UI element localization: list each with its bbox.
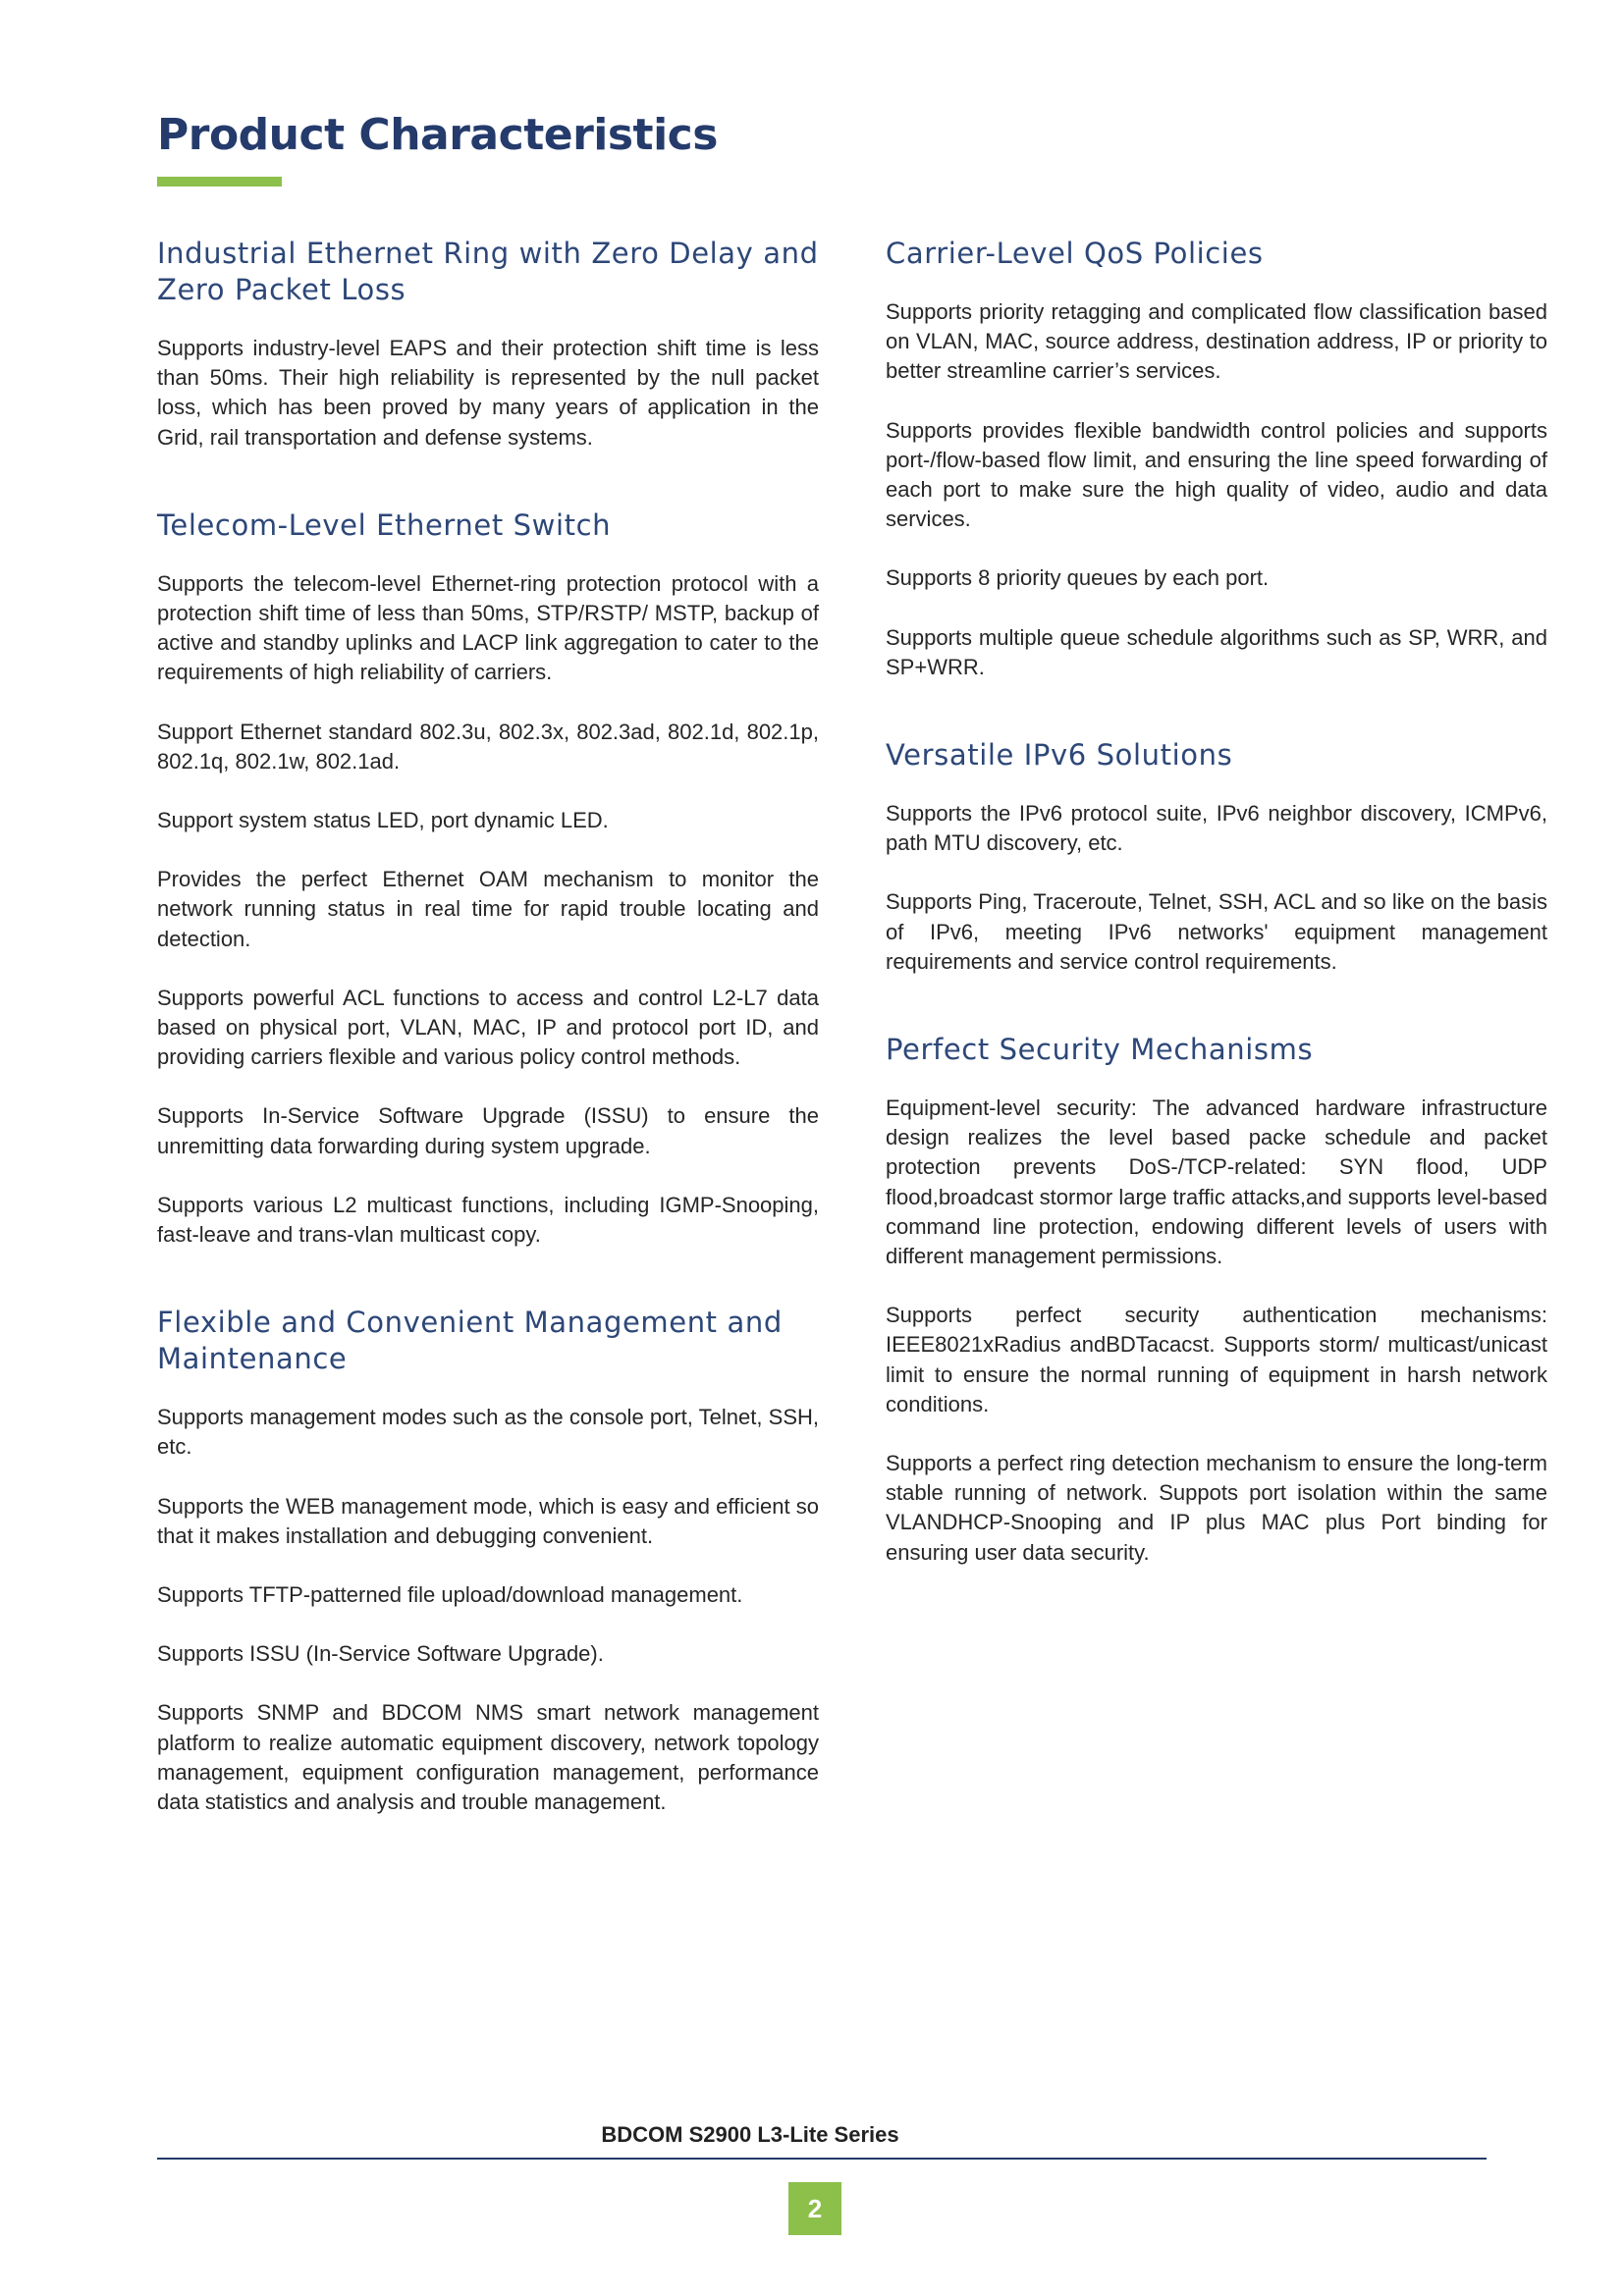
section-paragraph: Supports SNMP and BDCOM NMS smart network management platform to realize automatic equipment discovery, network topology management, equipment configuration management, performance data statistics and analysis and trouble management. bbox=[157, 1700, 819, 1815]
footer-series: BDCOM S2900 L3-Lite Series bbox=[601, 2122, 899, 2147]
section-heading: Carrier-Level QoS Policies bbox=[886, 237, 1264, 270]
section bbox=[886, 737, 1547, 977]
right-column bbox=[886, 236, 1547, 1623]
section-paragraph: Supports the IPv6 protocol suite, IPv6 neighbor discovery, ICMPv6, path MTU discovery, etc. bbox=[886, 801, 1547, 856]
section-heading: Industrial Ethernet Ring with Zero Delay and Zero Packet Loss bbox=[157, 237, 819, 306]
section bbox=[886, 1032, 1547, 1568]
section bbox=[157, 236, 819, 453]
section-heading: Flexible and Convenient Management and Maintenance bbox=[157, 1306, 783, 1376]
section-paragraph: Supports provides flexible bandwidth control policies and supports port-/flow-based flow limit, and ensuring the line speed forwarding of each port to make sure the high quality of video, audio and data services. bbox=[886, 417, 1547, 532]
page-title: Product Characteristics bbox=[157, 110, 718, 160]
section-paragraph: Supports priority retagging and complicated flow classification based on VLAN, MAC, source address, destination address, IP or priority to better streamline carrier’s services. bbox=[886, 299, 1547, 384]
section-paragraph: Support system status LED, port dynamic LED. bbox=[157, 808, 609, 833]
section-paragraph: Supports multiple queue schedule algorithms such as SP, WRR, and SP+WRR. bbox=[886, 624, 1547, 679]
section-heading: Telecom-Level Ethernet Switch bbox=[157, 507, 612, 542]
section-paragraph: Provides the perfect Ethernet OAM mechanism to monitor the network running status in real time for rapid trouble locating and detection. bbox=[157, 867, 819, 951]
section-paragraph: Supports various L2 multicast functions, including IGMP-Snooping, fast-leave and trans-vlan multicast copy. bbox=[157, 1192, 819, 1248]
section-paragraph: Supports management modes such as the console port, Telnet, SSH, etc. bbox=[157, 1405, 819, 1460]
section-paragraph: Support Ethernet standard 802.3u, 802.3x, 802.3ad, 802.1d, 802.1p, 802.1q, 802.1w, 802.1ad. bbox=[157, 719, 819, 774]
section-paragraph: Supports powerful ACL functions to access and control L2-L7 data based on physical port, VLAN, MAC, IP and protocol port ID, and providing carriers flexible and various policy control methods. bbox=[157, 985, 819, 1070]
section bbox=[157, 507, 819, 1250]
page-number-badge: 2 bbox=[788, 2182, 841, 2235]
section-paragraph: Equipment-level security: The advanced hardware infrastructure design realizes the level based packe schedule and packet protection prevents DoS-/TCP-related: SYN flood, UDP flood,broadcast stormor large traffic attacks,and supports level-based command line protection, endowing different levels of users with different management permissions. bbox=[886, 1095, 1547, 1269]
title-underline bbox=[157, 177, 282, 187]
footer-divider bbox=[157, 2158, 1487, 2160]
section-heading: Perfect Security Mechanisms bbox=[886, 1033, 1314, 1067]
section-paragraph: Supports the telecom-level Ethernet-ring protection protocol with a protection shift time of less than 50ms, STP/RSTP/ MSTP, backup of active and standby uplinks and LACP link aggregation to cater to the requirements of high reliability of carriers. bbox=[157, 570, 819, 685]
left-column bbox=[157, 236, 819, 1872]
section-heading: Versatile IPv6 Solutions bbox=[886, 738, 1233, 773]
section bbox=[886, 236, 1547, 682]
section-paragraph: Supports TFTP-patterned file upload/download management. bbox=[157, 1582, 743, 1608]
section-paragraph: Supports 8 priority queues by each port. bbox=[886, 565, 1270, 591]
section-paragraph: Supports In-Service Software Upgrade (ISSU) to ensure the unremitting data forwarding during system upgrade. bbox=[157, 1103, 819, 1158]
section-paragraph: Supports industry-level EAPS and their protection shift time is less than 50ms. Their high reliability is represented by the null packet loss, which has been proved by many years of application in the Grid, rail transportation and defense systems. bbox=[157, 336, 819, 450]
section bbox=[157, 1305, 819, 1817]
section-paragraph: Supports perfect security authentication mechanisms: IEEE8021xRadius andBDTacacst. Supports storm/ multicast/unicast limit to ensure the normal running of equipment in harsh network conditions. bbox=[886, 1303, 1547, 1416]
section-paragraph: Supports ISSU (In-Service Software Upgrade). bbox=[157, 1641, 604, 1667]
section-paragraph: Supports the WEB management mode, which is easy and efficient so that it makes installation and debugging convenient. bbox=[157, 1493, 819, 1548]
section-paragraph: Supports a perfect ring detection mechanism to ensure the long-term stable running of network. Suppots port isolation within the same VLANDHCP-Snooping and IP plus MAC plus Port binding for ensuring user data security. bbox=[886, 1451, 1547, 1565]
section-paragraph: Supports Ping, Traceroute, Telnet, SSH, ACL and so like on the basis of IPv6, meeting IPv6 networks' equipment management requirements and service control requirements. bbox=[886, 889, 1547, 974]
